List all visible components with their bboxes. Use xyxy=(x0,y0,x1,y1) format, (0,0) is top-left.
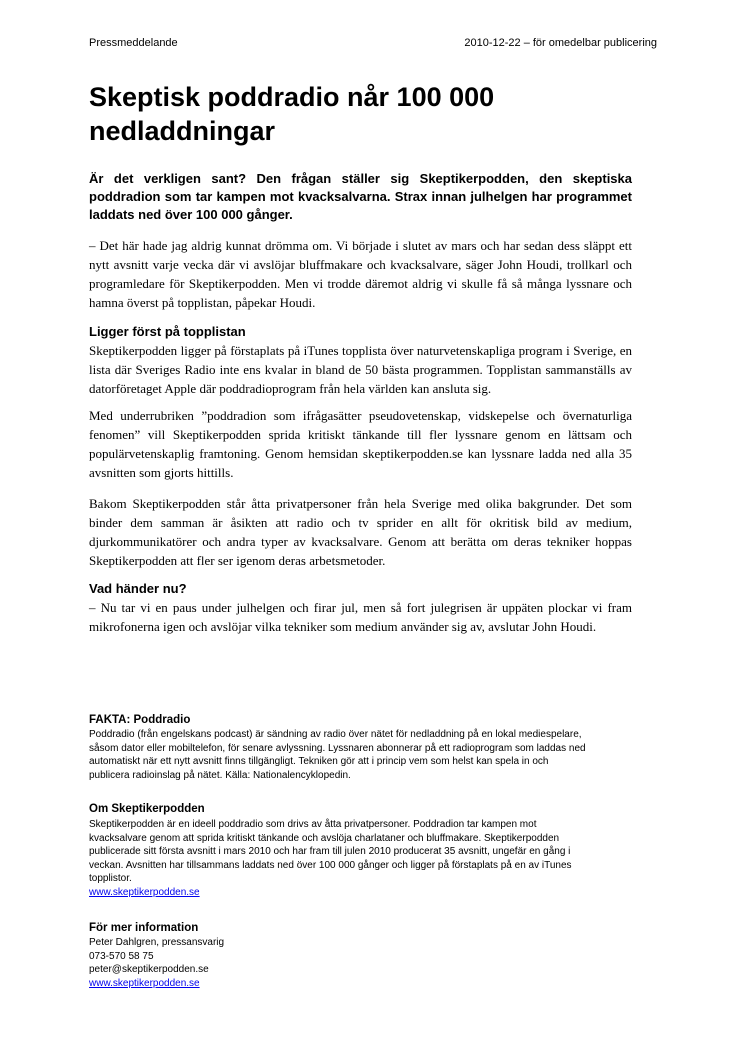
header-label: Pressmeddelande xyxy=(89,37,178,49)
fakta-text: Poddradio (från engelskans podcast) är sändning av radio över nätet för nedladdning på en lokal mediespelare, såsom dator eller mobiltelefon, för senare avlyssning. Lyssnaren abonnerar på ett radioprogram som laddas ned automatiskt när ett nytt avsnitt finns tillgängligt. Tekniken gör att i princip vem som helst kan spela in och publicera radioinslag på nätet. Källa: Nationalencyklopedin. xyxy=(89,729,586,781)
about-heading: Om Skeptikerpodden xyxy=(89,803,205,815)
body-paragraph-4: Bakom Skeptikerpodden står åtta privatpersoner från hela Sverige med olika bakgrunder. Det som binder dem samman är åsikten att radio och tv sprider en allt för okritisk bild av medium, djurkommunikatörer och andra typer av kvacksalvare. Genom att berätta om deras tekniker hoppas Skeptikerpodden att fler ser igenom deras arbetsmetoder. xyxy=(89,496,632,568)
contact-section xyxy=(89,936,589,990)
about-website-link[interactable]: www.skeptikerpodden.se xyxy=(89,886,200,898)
about-text: Skeptikerpodden är en ideell poddradio som drivs av åtta privatpersoner. Poddradion tar kampen mot kvacksalvare genom att sprida kritiskt tänkande och avslöja charlataner och bluffmakare. Skeptikerpodden publicerade sitt första avsnitt i mars 2010 och har fram till julen 2010 producerat 35 avsnitt, ungefär en gång i veckan. Avsnitten har tillsammans laddats ned över 100 000 gånger och ligger på förstaplats på en av iTunes topplistor. xyxy=(89,819,572,884)
body-paragraph-3: Med underrubriken ”poddradion som ifrågasätter pseudovetenskap, vidskepelse och övernaturliga fenomen” vill Skeptikerpodden sprida kritiskt tänkande till fler lyssnare genom en lättsam och populärvetenskaplig framtoning. Genom hemsidan skeptikerpodden.se kan lyssnare ladda ned alla 35 avsnitten som gjorts hittills. xyxy=(89,408,632,480)
contact-name: Peter Dahlgren, pressansvarig xyxy=(89,937,225,948)
contact-email: peter@skeptikerpodden.se xyxy=(89,964,209,975)
contact-phone: 073-570 58 75 xyxy=(89,950,154,962)
subheading-topplistan: Ligger först på topplistan xyxy=(89,324,246,339)
page-header xyxy=(89,36,657,52)
body-paragraph-5: – Nu tar vi en paus under julhelgen och firar jul, men så fort julegrisen är uppäten plockar vi fram mikrofonerna igen och avslöjar vilka tekniker som medium använder sig av, avslutar John Houdi. xyxy=(89,600,632,634)
contact-heading: För mer information xyxy=(89,922,199,934)
press-release-page xyxy=(89,0,657,1056)
fakta-heading: FAKTA: Poddradio xyxy=(89,714,191,726)
contact-website-link[interactable]: www.skeptikerpodden.se xyxy=(89,977,200,989)
about-section xyxy=(89,818,589,899)
body-paragraph-2: Skeptikerpodden ligger på förstaplats på iTunes topplista över naturvetenskapliga program i Sverige, en lista där Sveriges Radio inte ens kvalar in bland de 50 bästa programmen. Topplistan sammanställs av datorföretaget Apple där poddradioprogram från hela världen kan ansluta sig. xyxy=(89,343,632,396)
header-date: 2010-12-22 – för omedelbar publicering xyxy=(464,37,657,49)
subheading-vad-hander-nu: Vad händer nu? xyxy=(89,581,187,596)
lead-paragraph: Är det verkligen sant? Den frågan ställer sig Skeptikerpodden, den skeptiska poddradion som tar kampen mot kvacksalvarna. Strax innan julhelgen har programmet laddats ned över 100 000 gånger. xyxy=(89,171,632,222)
body-paragraph-1: – Det här hade jag aldrig kunnat drömma om. Vi började i slutet av mars och har sedan dess släppt ett nytt avsnitt varje vecka där vi avslöjar bluffmakare och kvacksalvare, säger John Houdi, trollkarl och programledare för Skeptikerpodden. Men vi trodde däremot aldrig vi skulle få så många lyssnare och hamna överst på topplistan, påpekar Houdi. xyxy=(89,238,632,310)
page-title: Skeptisk poddradio når 100 000 nedladdningar xyxy=(89,82,495,146)
